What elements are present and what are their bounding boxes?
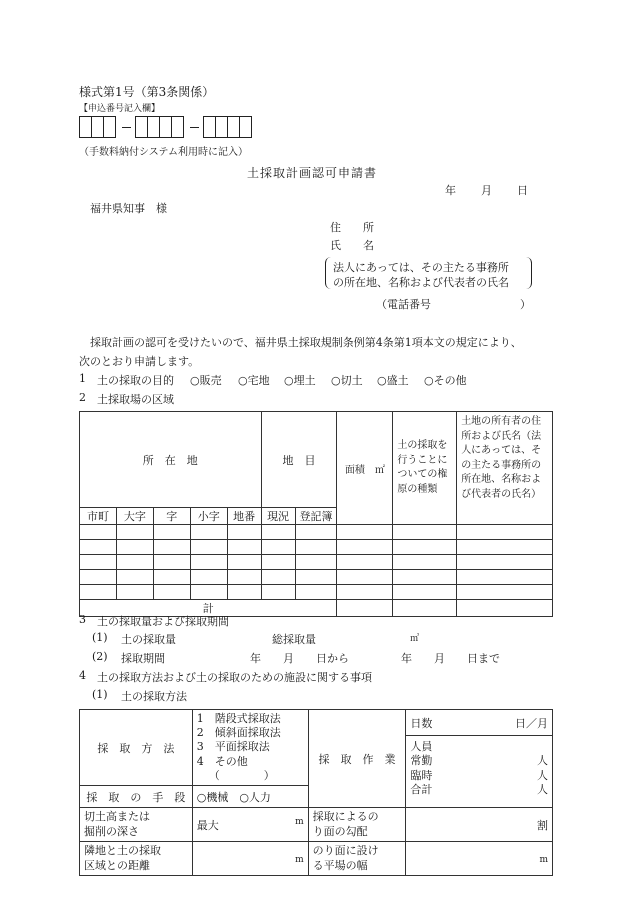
regular-unit: 人: [537, 754, 548, 768]
bench-unit: m: [539, 855, 548, 865]
period-label: 採取期間: [121, 652, 165, 665]
sum-unit: 人: [537, 782, 548, 796]
table-row[interactable]: [80, 555, 553, 570]
bench-label-cell: [308, 842, 406, 876]
temp-unit: 人: [537, 768, 548, 782]
regular-label: 常勤: [410, 754, 433, 768]
slope-label-cell: [308, 808, 406, 842]
method-terraced[interactable]: 1 階段式採取法: [196, 711, 281, 725]
date-day: 日: [517, 184, 528, 197]
application-number-boxes[interactable]: [79, 116, 255, 138]
period-number: (2): [92, 650, 108, 663]
total-label: 計: [80, 600, 337, 617]
rights-header: 土の採取を行うことについての権原の種類: [393, 412, 457, 525]
table-row[interactable]: [80, 540, 553, 555]
phone-label: （電話番号: [376, 298, 431, 311]
purpose-landfill[interactable]: ○埋土: [284, 374, 316, 387]
table-row[interactable]: [80, 585, 553, 600]
section4-label: 土の採取方法および土の採取のための施設に関する事項: [97, 671, 372, 684]
method-slope[interactable]: 2 傾斜面採取法: [196, 726, 281, 740]
purpose-fill[interactable]: ○盛土: [377, 374, 409, 387]
section3-number: 3: [79, 613, 86, 626]
corporate-note-line1: 法人にあっては、その主たる事務所: [333, 261, 509, 274]
depth-max: 最大: [196, 818, 219, 832]
method-table: [79, 709, 553, 876]
sub-header-current: 現況: [261, 508, 295, 525]
slope-unit: 割: [537, 818, 548, 832]
method-other-paren[interactable]: （ ）: [208, 768, 275, 782]
sum-label: 合計: [410, 782, 433, 796]
section3-label: 土の採取量および採取期間: [97, 615, 229, 628]
bench-value-cell[interactable]: [406, 842, 553, 876]
purpose-residential[interactable]: ○宅地: [238, 374, 270, 387]
temp-label: 臨時: [410, 768, 433, 782]
bench-label2: る平場の幅: [312, 858, 368, 872]
quantity-number: (1): [92, 631, 108, 644]
distance-label2: 区域との距離: [84, 858, 150, 872]
depth-label2: 掘削の深さ: [84, 824, 139, 838]
days-label: 日数: [410, 716, 433, 730]
application-number-label: 【申込番号記入欄】: [79, 104, 161, 114]
sub-header-lot-number: 地番: [227, 508, 261, 525]
depth-unit: m: [295, 816, 304, 827]
table-row[interactable]: [80, 525, 553, 540]
sub-header-aza: 字: [153, 508, 190, 525]
depth-label-cell: [80, 808, 193, 842]
area-header: 面積 ㎡: [337, 412, 393, 525]
addressee: 福井県知事 様: [90, 202, 167, 215]
days-cell[interactable]: [406, 710, 553, 736]
purpose-cut[interactable]: ○切土: [331, 374, 363, 387]
period-to: 年 月 日まで: [401, 652, 500, 665]
method-other[interactable]: 4 その他: [196, 754, 248, 768]
slope-label1: 採取によるの: [312, 810, 379, 824]
document-title: 土採取計画認可申請書: [247, 166, 378, 180]
quantity-label: 土の採取量: [121, 633, 176, 646]
work-label: 採 取 作 業: [308, 710, 406, 808]
sub-header-koaza: 小字: [190, 508, 227, 525]
form-number: 様式第1号（第3条関係）: [79, 85, 215, 99]
area-table: [79, 411, 553, 617]
section1-number: 1: [79, 372, 86, 385]
owner-header: 土地の所有者の住所および氏名（法人にあっては、その主たる事務所の所在地、名称および代表者の氏名）: [457, 412, 553, 525]
applicant-address-label: 住 所: [330, 221, 374, 234]
depth-value-cell[interactable]: [192, 808, 308, 842]
period-from: 年 月 日から: [250, 652, 349, 665]
staff-label: 人員: [410, 740, 433, 753]
intro-line2: 次のとおり申請します。: [79, 355, 200, 368]
intro-line1: 採取計画の認可を受けたいので、福井県土採取規制条例第4条第1項本文の規定により、: [90, 336, 522, 349]
sub-header-registry: 登記簿: [295, 508, 337, 525]
sub-header-city: 市町: [80, 508, 117, 525]
distance-label1: 隣地と土の採取: [84, 844, 161, 858]
section4-number: 4: [79, 669, 86, 682]
date-year: 年: [445, 184, 456, 197]
days-unit: 日／月: [515, 716, 548, 730]
date-month: 月: [481, 184, 492, 197]
bench-label1: のり面に設け: [312, 844, 379, 858]
section1-label: 土の採取の目的: [97, 374, 174, 387]
method-sub-number: (1): [92, 688, 108, 701]
quantity-unit: ㎥: [410, 634, 420, 644]
means-label: 採 取 の 手 段: [80, 786, 193, 808]
method-options[interactable]: [192, 710, 308, 786]
application-number-note: （手数料納付システム利用時に記入）: [79, 147, 248, 158]
section2-number: 2: [79, 391, 86, 404]
section2-label: 土採取場の区域: [97, 393, 174, 406]
corporate-note-line2: の所在地、名称および代表者の氏名: [333, 276, 509, 289]
distance-value-cell[interactable]: [192, 842, 308, 876]
method-flat[interactable]: 3 平面採取法: [196, 740, 270, 754]
applicant-name-label: 氏 名: [330, 239, 374, 252]
method-label: 採 取 方 法: [80, 710, 193, 786]
depth-label1: 切土高または: [84, 810, 150, 824]
sub-header-oaza: 大字: [116, 508, 153, 525]
distance-label-cell: [80, 842, 193, 876]
location-header: 所 在 地: [80, 412, 262, 508]
slope-value-cell[interactable]: [406, 808, 553, 842]
purpose-sale[interactable]: ○販売: [190, 374, 222, 387]
total-quantity-label: 総採取量: [272, 633, 316, 646]
staff-cell[interactable]: [406, 736, 553, 808]
land-category-header: 地 目: [261, 412, 337, 508]
phone-close: ）: [520, 298, 531, 311]
distance-unit: m: [295, 855, 304, 865]
purpose-other[interactable]: ○その他: [424, 374, 467, 387]
means-options[interactable]: ○機械 ○人力: [192, 786, 308, 808]
slope-label2: り面の勾配: [312, 824, 368, 838]
table-row[interactable]: [80, 570, 553, 585]
method-sub-label: 土の採取方法: [121, 690, 187, 703]
